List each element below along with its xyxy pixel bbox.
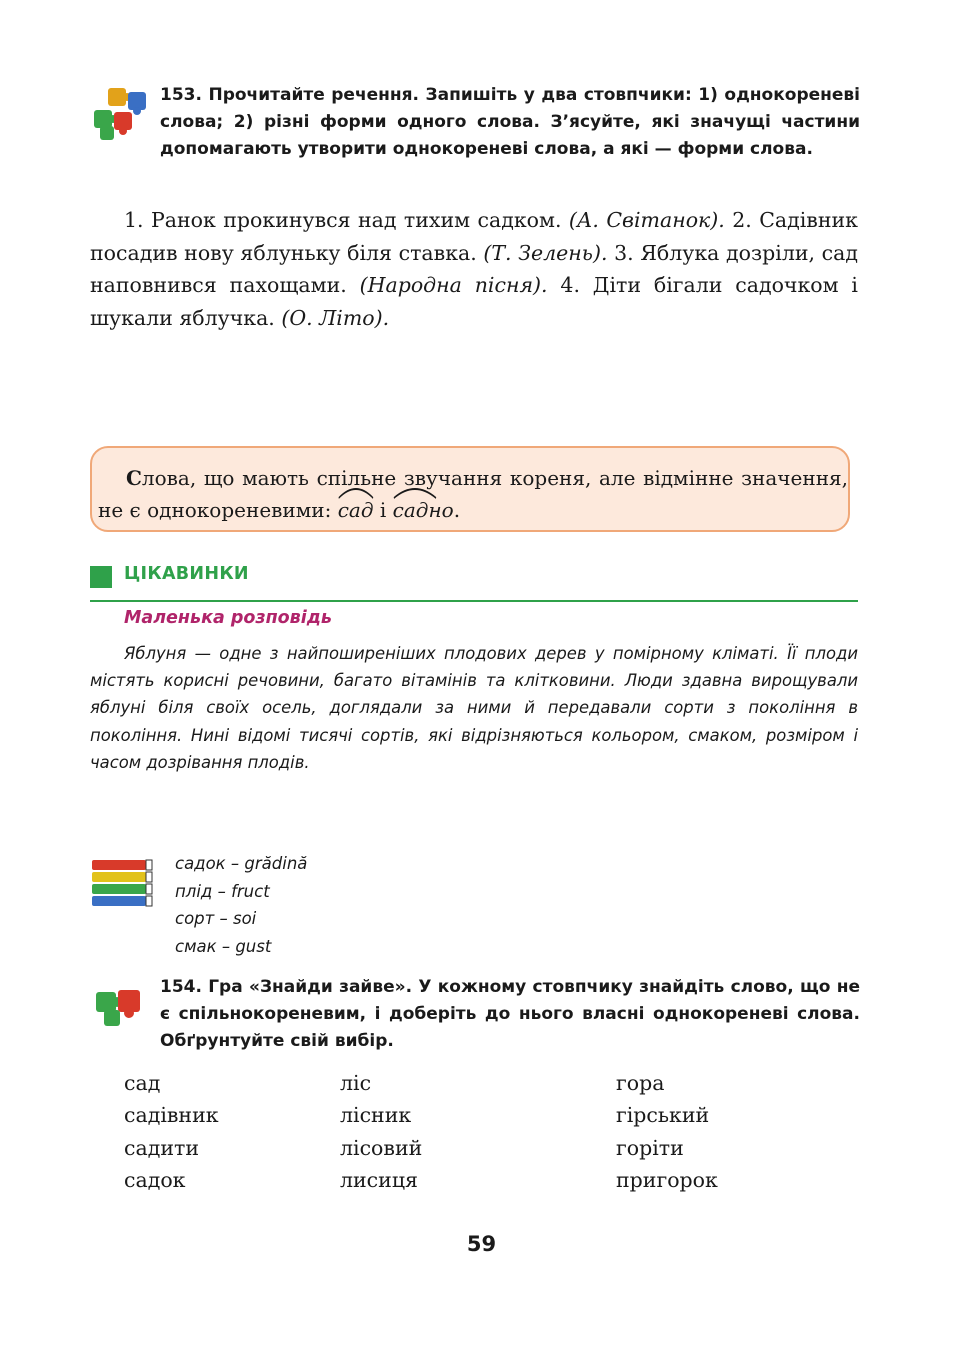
sentence-1-source: (А. Світанок). [568, 208, 725, 232]
fact-text: Яблуня — одне з найпоширеніших плодових дерев у помірному кліматі. Її плоди містять корисні речовини, багато вітамінів та клітковини. Люди здавна вирощували яблуні біля своїх осель, доглядали за ними й передавали сорти з покоління в покоління. Нині відомі тисячі сортів, які відрізняються кольором, смаком, розміром і часом дозрівання плодів. [90, 644, 858, 772]
root-arc-icon [393, 485, 437, 499]
rule-word-2-text: садно [392, 498, 454, 522]
word: лісовий [340, 1135, 423, 1160]
puzzle-pieces-icon [90, 86, 150, 142]
word: лисиця [340, 1167, 418, 1192]
rule-box [90, 446, 850, 532]
task-154 [90, 974, 860, 1055]
sentences-block [90, 204, 858, 334]
rule-word-1 [338, 494, 374, 526]
sentence-2: 2. Садівник посадив нову яблуньку біля ставка. [90, 208, 858, 265]
root-arc-icon [338, 485, 374, 499]
sentence-3: 3. Яблука дозріли, сад наповнився пахощами. [90, 240, 858, 297]
rule-text: лова, що мають спільне звучання кореня, але відмінне значення, не є однокореневими: [98, 466, 848, 522]
fact-title: Маленька розповідь [124, 608, 332, 628]
word-column-2 [340, 1067, 422, 1196]
glossary-item: смак – gust [175, 936, 272, 956]
rule-conj: і [373, 498, 393, 522]
green-square-icon [90, 566, 112, 588]
word: ліс [340, 1071, 372, 1095]
word: садок [124, 1167, 186, 1192]
word: гірський [616, 1103, 710, 1128]
sentence-2-source: (Т. Зелень). [483, 240, 608, 265]
word: гора [616, 1071, 665, 1095]
sentence-1: 1. Ранок прокинувся над тихим садком. [124, 208, 569, 232]
section-header [90, 564, 858, 602]
sentences-paragraph [90, 204, 858, 334]
glossary-item: сорт – soi [175, 909, 257, 928]
task-153-text: 153. Прочитайте речення. Запишіть у два стовпчики: 1) однокореневі слова; 2) різні форми одного слова. З’ясуйте, які значущі частини допомагають утворити однокореневі слова, а які — форми слова. [160, 85, 860, 159]
glossary [175, 850, 307, 960]
sentence-4: 4. Діти бігали садочком і шукали яблучка. [90, 273, 858, 330]
page-number: 59 [466, 1232, 497, 1256]
rule-word-2 [393, 494, 454, 526]
sentence-4-source: (О. Літо). [281, 305, 390, 330]
rule-end: . [453, 498, 461, 522]
sentence-3-source: (Народна пісня). [359, 273, 548, 297]
glossary-item: плід – fruct [175, 881, 270, 901]
word: пригорок [616, 1167, 718, 1192]
task-153 [90, 82, 860, 163]
word: лісник [340, 1103, 412, 1128]
rule-word-1-text: сад [337, 498, 374, 522]
word-column-1 [124, 1067, 219, 1196]
word: сад [124, 1071, 161, 1095]
fact-body [90, 640, 858, 776]
word: садити [124, 1135, 199, 1160]
books-stack-icon [90, 858, 154, 914]
word: садівник [124, 1103, 219, 1128]
word-column-3 [616, 1067, 718, 1196]
glossary-item: садок – grădină [175, 854, 308, 873]
word: горіти [616, 1135, 684, 1160]
puzzle-pieces-icon [90, 980, 150, 1036]
section-title: ЦІКАВИНКИ [124, 564, 249, 584]
task-154-text: 154. Гра «Знайди зайве». У кожному стовпчику знайдіть слово, що не є спільнокореневим, і доберіть до нього власні однокореневі слова. Обґрунтуйте свій вибір. [160, 977, 860, 1051]
rule-first-letter: С [126, 466, 142, 490]
